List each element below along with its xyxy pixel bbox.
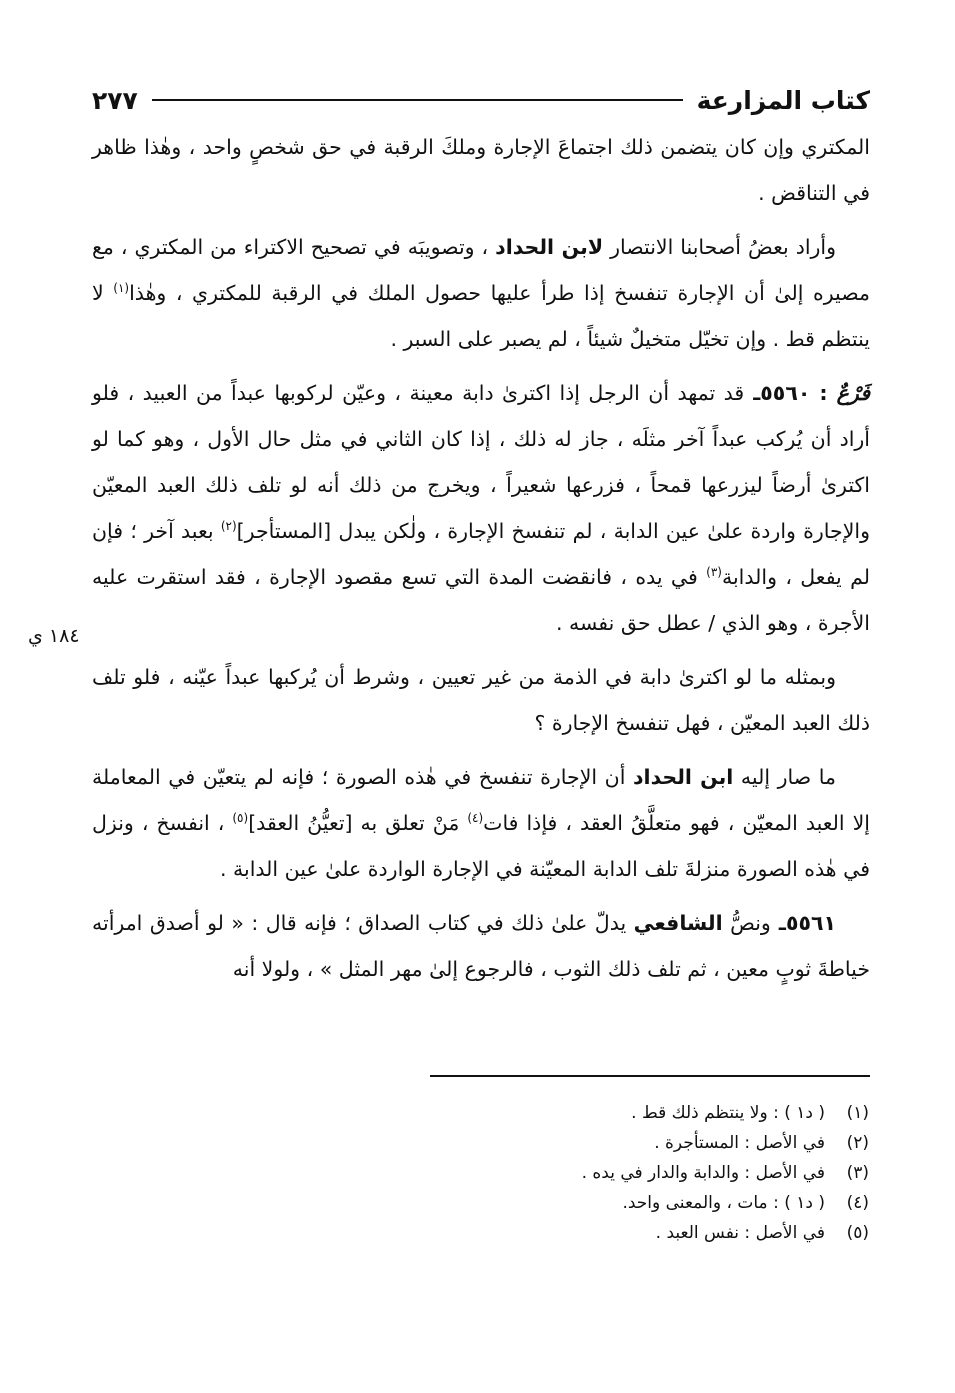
page-number: ٢٧٧ bbox=[92, 85, 138, 115]
footnote-item bbox=[429, 1218, 869, 1248]
paragraph-2-text-c: لا ينتظم قط . وإن تخيّل متخيلٌ شيئاً ، لم يصبر على السبر . bbox=[92, 281, 870, 351]
paragraph-5-text-c: مَنْ تعلق به [تعيُّنُ العقد] bbox=[248, 811, 468, 835]
footnote-mark: (٣) bbox=[846, 1163, 869, 1183]
footnote-text: في الأصل : المستأجرة . bbox=[654, 1133, 825, 1153]
scholar-name: لابن الحداد bbox=[495, 235, 604, 259]
paragraph-6-text-a: ونصُّ bbox=[722, 911, 771, 935]
footnote-text: ( د١ ) : مات ، والمعنى واحد. bbox=[622, 1193, 825, 1213]
footnote-ref-2: (٢) bbox=[220, 519, 237, 534]
paragraph-2-text-b: ، وتصويبَه في تصحيح الاكتراء من المكتري ، مع مصيره إلىٰ أن الإجارة تنفسخ إذا طرأ عليها حصول الملك في الرقبة للمكتري ، وهٰذا bbox=[92, 235, 870, 305]
page-header bbox=[92, 78, 870, 122]
scholar-name: الشافعي bbox=[633, 911, 723, 935]
paragraph-3-text-c: في يده ، فانقضت المدة التي تسع مقصود الإجارة ، فقد استقرت عليه الأجرة ، وهو الذي / عطل حق نفسه . bbox=[92, 565, 870, 635]
paragraph-5-text-d: ، انفسخ ، ونزل في هٰذه الصورة منزلةَ تلف الدابة المعيّنة في الإجارة الواردة علىٰ عين الدابة . bbox=[92, 811, 870, 881]
header-rule bbox=[152, 99, 683, 101]
paragraph-2-text-a: وأراد بعضُ أصحابنا الانتصار bbox=[603, 235, 837, 259]
far3-heading: فَرْعٌ bbox=[836, 381, 870, 405]
footnote-rule bbox=[430, 1075, 870, 1077]
paragraph-3-text-a: قد تمهد أن الرجل إذا اكترىٰ دابة معينة ، وعيّن لركوبها عبداً من العبيد ، فلو أراد أن يُركب عبداً آخر مثلَه ، جاز له ذلك ، إذا كان الثاني في مثل حال الأول ، وهو كما لو اكترىٰ أرضاً ليزرعها قمحاً ، فزرعها شعيراً ، ويخرج من ذلك أنه لو تلف ذلك العبد المعيّن والإجارة واردة علىٰ عين الدابة ، لم تنفسخ الإجارة ، ولٰكن يبدل [المستأجر] bbox=[92, 381, 870, 543]
footnote-mark: (٤) bbox=[846, 1193, 869, 1213]
footnote-ref-4: (٤) bbox=[467, 811, 484, 826]
running-title: كتاب المزارعة bbox=[696, 85, 870, 115]
footnote-mark: (٥) bbox=[846, 1223, 869, 1243]
scholar-name: ابن الحداد bbox=[633, 765, 734, 789]
footnote-ref-1: (١) bbox=[113, 281, 130, 296]
footnote-item bbox=[429, 1158, 869, 1188]
paragraph-5-text-a: ما صار إليه bbox=[733, 765, 836, 789]
issue-number: : ٥٥٦٠ـ bbox=[744, 381, 837, 405]
paragraph-5-text-b: أن الإجارة تنفسخ في هٰذه الصورة ؛ فإنه لم يتعيّن في المعاملة إلا العبد المعيّن ، فهو متعلَّقُ العقد ، فإذا فات bbox=[92, 765, 870, 835]
footnote-item bbox=[429, 1098, 869, 1128]
paragraph-3 bbox=[92, 370, 870, 646]
footnote-mark: (١) bbox=[846, 1103, 869, 1123]
paragraph-1: المكتري وإن كان يتضمن ذلك اجتماعَ الإجارة وملكَ الرقبة في حق شخصٍ واحد ، وهٰذا ظاهر في التناقض . bbox=[92, 135, 870, 205]
footnote-ref-3: (٣) bbox=[706, 565, 722, 580]
footnote-text: في الأصل : نفس العبد . bbox=[655, 1223, 825, 1243]
footnotes bbox=[429, 1098, 869, 1248]
paragraph-4: وبمثله ما لو اكترىٰ دابة في الذمة من غير تعيين ، وشرط أن يُركبها عبداً عيّنه ، فلو تلف ذلك العبد المعيّن ، فهل تنفسخ الإجارة ؟ bbox=[92, 665, 870, 735]
footnote-mark: (٢) bbox=[846, 1133, 869, 1153]
paragraph-5 bbox=[92, 754, 870, 892]
issue-number: ٥٥٦١ـ bbox=[770, 911, 836, 935]
footnote-item bbox=[429, 1188, 869, 1218]
footnote-text: في الأصل : والدابة والدار في يده . bbox=[581, 1163, 825, 1183]
footnote-ref-5: (٥) bbox=[232, 811, 249, 826]
paragraph-2 bbox=[92, 224, 870, 362]
footnote-text: ( د١ ) : ولا ينتظم ذلك قط . bbox=[631, 1103, 825, 1123]
paragraph-6 bbox=[92, 900, 870, 992]
manuscript-margin-note: ١٨٤ ي bbox=[28, 625, 80, 647]
main-text bbox=[92, 124, 870, 1000]
footnote-item bbox=[429, 1128, 869, 1158]
paragraph-3-text-b: بعبد آخر ؛ فإن لم يفعل ، والدابة bbox=[92, 519, 870, 589]
paragraph-6-text-b: يدلّ علىٰ ذلك في كتاب الصداق ؛ فإنه قال : « لو أصدق امرأته خياطةَ ثوبٍ معين ، ثم تلف ذلك الثوب ، فالرجوع إلىٰ مهر المثل » ، ولولا أنه bbox=[92, 911, 870, 981]
